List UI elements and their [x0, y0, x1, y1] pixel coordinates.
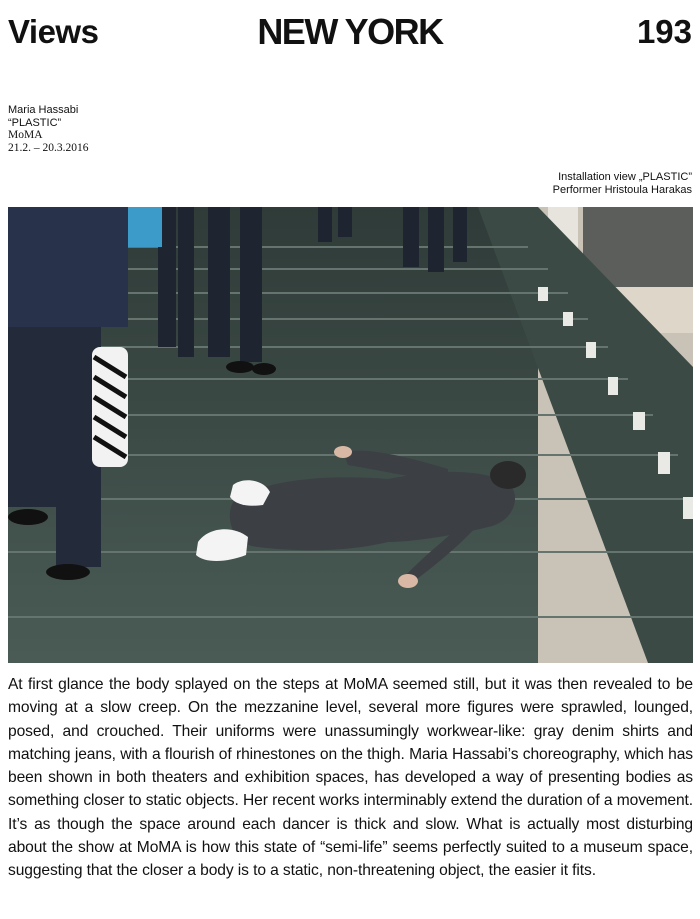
exhibition-title: “PLASTIC”: [8, 116, 62, 129]
city-title: NEW YORK: [257, 11, 443, 52]
artist-name: Maria Hassabi: [8, 104, 79, 116]
page-number: 193: [636, 13, 692, 50]
photo-caption: [553, 171, 692, 197]
caption-line-installation: Installation view „PLASTIC”: [558, 171, 692, 183]
article-body: At first glance the body splayed on the steps at MoMA seemed still, but it was then revealed to be moving at a slow creep. On the mezzanine level, several more figures were sprawled, lounged, posed, and crouched. Their uniforms were unassumingly workwear-like: gray denim shirts and matching jeans, with a flourish of rhinestones on the thigh. Maria Hassabi’s choreography, which has been shown in both theaters and exhibition spaces, has developed a way of presenting bodies as something closer to static objects. Her recent works interminably extend the duration of a movement. It’s as though the space around each dancer is thick and slow. What is actually most disturbing about the show at MoMA is how this state of “semi-life” seems perfectly suited to a museum space, suggesting that the closer a body is to a static, non-threatening object, the easier it fits.: [8, 676, 693, 880]
exhibition-dates: 21.2. – 20.3.2016: [8, 141, 89, 154]
photo-illustration: [8, 207, 693, 663]
exhibition-info: [8, 104, 89, 154]
section-title: Views: [8, 13, 99, 50]
page-header: [8, 10, 692, 54]
exhibition-venue: MoMA: [8, 129, 43, 141]
installation-photo: [8, 207, 693, 663]
caption-line-performer: Performer Hristoula Harakas: [552, 184, 692, 196]
